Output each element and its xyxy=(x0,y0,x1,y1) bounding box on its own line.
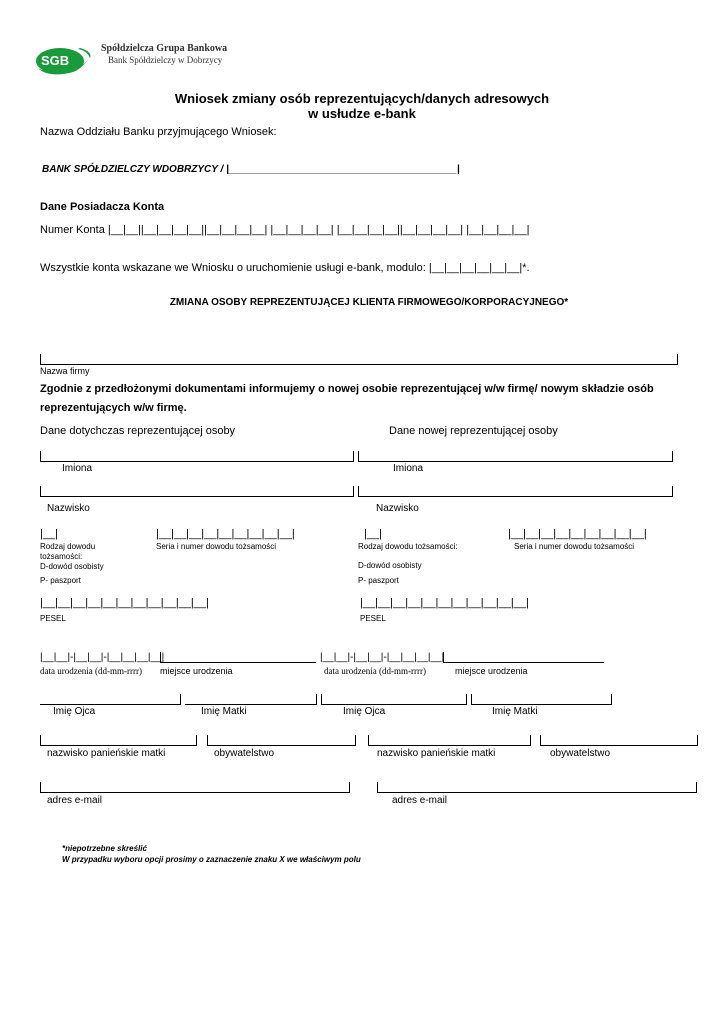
left-doc-d: D-dowód osobisty xyxy=(40,562,104,571)
right-names-label: Imiona xyxy=(393,463,424,474)
right-citizenship-field[interactable] xyxy=(540,745,697,746)
left-citizenship-edge-r xyxy=(355,735,356,746)
left-mother-label: Imię Matki xyxy=(201,706,247,717)
right-surname-field[interactable] xyxy=(358,496,672,497)
right-mother-label: Imię Matki xyxy=(492,706,538,717)
left-doc-p: P- paszport xyxy=(40,576,81,585)
right-pesel-label: PESEL xyxy=(360,614,386,623)
right-doc-series-boxes[interactable]: |__|__|__|__|__|__|__|__|__| xyxy=(508,528,647,540)
right-dob-boxes[interactable]: |__|__|-|__|__|-|__|__|__|__| xyxy=(320,652,445,663)
left-pesel-boxes[interactable]: |__|__|__|__|__|__|__|__|__|__|__| xyxy=(40,597,209,609)
left-mother-edge xyxy=(316,694,317,705)
right-names-edge-r xyxy=(672,451,673,462)
footnote-2: W przypadku wyboru opcji prosimy o zaznaczenie znaku X we właściwym polu xyxy=(62,855,361,864)
right-doc-d: D-dowód osobisty xyxy=(358,561,422,570)
right-father-label: Imię Ojca xyxy=(343,706,386,717)
account-number-field[interactable]: Numer Konta |__|__||__|__|__|__||__|__|__|__| |__|__|__|__| |__|__|__|__||__|__|__|__| |__|__|__|__| xyxy=(40,224,530,236)
right-mother-field[interactable] xyxy=(471,704,611,705)
left-pesel-label: PESEL xyxy=(40,614,66,623)
right-email-label: adres e-mail xyxy=(392,795,448,806)
left-names-edge-r xyxy=(353,451,354,462)
left-names-label: Imiona xyxy=(62,463,93,474)
form-title-line2: w usłudze e-bank xyxy=(308,106,416,121)
left-surname-field[interactable] xyxy=(40,496,353,497)
left-doc-series-label: Seria i numer dowodu tożsamości xyxy=(156,542,277,551)
company-label: Nazwa firmy xyxy=(40,366,90,376)
section-title: ZMIANA OSOBY REPREZENTUJĄCEJ KLIENTA FIRMOWEGO/KORPORACYJNEGO* xyxy=(169,297,569,308)
left-maiden-edge-r xyxy=(196,735,197,746)
left-father-field[interactable] xyxy=(40,704,180,705)
branch-label: Nazwa Oddziału Banku przyjmującego Wniosek: xyxy=(40,126,277,138)
right-doc-type-boxes[interactable]: |__| xyxy=(364,528,382,540)
company-field-right-edge xyxy=(677,354,678,365)
branch-field[interactable]: BANK SPÓŁDZIELCZY WDOBRZYCY / |_________________________________________| xyxy=(42,164,460,175)
sgb-logo xyxy=(32,42,94,78)
right-mother-edge xyxy=(611,694,612,705)
right-surname-edge-r xyxy=(672,486,673,497)
left-maiden-label: nazwisko panieńskie matki xyxy=(47,748,166,759)
left-citizenship-field[interactable] xyxy=(207,745,355,746)
right-father-edge xyxy=(466,694,467,705)
footnote-1: *niepotrzebne skreślić xyxy=(62,844,147,853)
right-pesel-boxes[interactable]: |__|__|__|__|__|__|__|__|__|__|__| xyxy=(360,597,529,609)
left-birthplace-field[interactable] xyxy=(160,662,316,663)
left-dob-label: data urodzenia (dd-mm-rrrr) xyxy=(40,666,142,676)
right-maiden-field[interactable] xyxy=(368,745,530,746)
right-doc-p: P- paszport xyxy=(358,576,399,585)
statement-line1: Zgodnie z przedłożonymi dokumentami informujemy o nowej osobie reprezentującej w/w firmę/ nowym składzie osób xyxy=(40,383,654,395)
right-surname-label: Nazwisko xyxy=(376,503,419,514)
left-doc-type-label: Rodzaj dowodu tożsamości: xyxy=(40,542,96,561)
left-email-label: adres e-mail xyxy=(47,795,103,806)
right-father-field[interactable] xyxy=(321,704,466,705)
left-dob-boxes[interactable]: |__|__|-|__|__|-|__|__|__|__| xyxy=(40,652,165,663)
right-col-heading: Dane nowej reprezentującej osoby xyxy=(389,425,558,437)
bank-name: Bank Spółdzielczy w Dobrzycy xyxy=(108,55,223,65)
owner-heading: Dane Posiadacza Konta xyxy=(40,201,165,213)
left-birthplace-label: miejsce urodzenia xyxy=(160,666,233,676)
form-title-line1: Wniosek zmiany osób reprezentujących/danych adresowych xyxy=(174,91,550,106)
right-names-field[interactable] xyxy=(358,461,672,462)
left-father-edge xyxy=(180,694,181,705)
left-maiden-field[interactable] xyxy=(40,745,196,746)
left-father-label: Imię Ojca xyxy=(53,706,96,717)
left-col-heading: Dane dotychczas reprezentującej osoby xyxy=(40,425,236,437)
right-email-edge-r xyxy=(696,782,697,793)
right-maiden-label: nazwisko panieńskie matki xyxy=(377,748,496,759)
left-doc-type-boxes[interactable]: |__| xyxy=(40,528,58,540)
left-names-field[interactable] xyxy=(40,461,353,462)
left-doc-series-boxes[interactable]: |__|__|__|__|__|__|__|__|__| xyxy=(156,528,295,540)
left-citizenship-label: obywatelstwo xyxy=(214,748,275,759)
left-mother-field[interactable] xyxy=(185,704,316,705)
company-name-field[interactable] xyxy=(40,364,677,365)
statement-line2: reprezentujących w/w firmę. xyxy=(40,402,187,414)
left-surname-label: Nazwisko xyxy=(47,503,90,514)
right-dob-label: data urodzenia (dd-mm-rrrr) xyxy=(324,666,426,676)
right-citizenship-edge-r xyxy=(697,735,698,746)
logo-text: SGB xyxy=(41,53,70,68)
right-doc-series-label: Seria i numer dowodu tożsamości xyxy=(514,542,635,551)
right-email-field[interactable] xyxy=(377,792,696,793)
left-email-edge-r xyxy=(349,782,350,793)
bank-group: Spółdzielcza Grupa Bankowa xyxy=(101,43,228,54)
right-birthplace-field[interactable] xyxy=(443,662,604,663)
right-citizenship-label: obywatelstwo xyxy=(550,748,611,759)
right-maiden-edge-r xyxy=(530,735,531,746)
right-birthplace-label: miejsce urodzenia xyxy=(455,666,528,676)
left-email-field[interactable] xyxy=(40,792,349,793)
right-doc-type-label: Rodzaj dowodu tożsamości: xyxy=(358,542,458,551)
left-surname-edge-r xyxy=(353,486,354,497)
all-accounts-field[interactable]: Wszystkie konta wskazane we Wniosku o uruchomienie usługi e-bank, modulo: |__|__|__|__|__|__|*. xyxy=(40,262,530,274)
